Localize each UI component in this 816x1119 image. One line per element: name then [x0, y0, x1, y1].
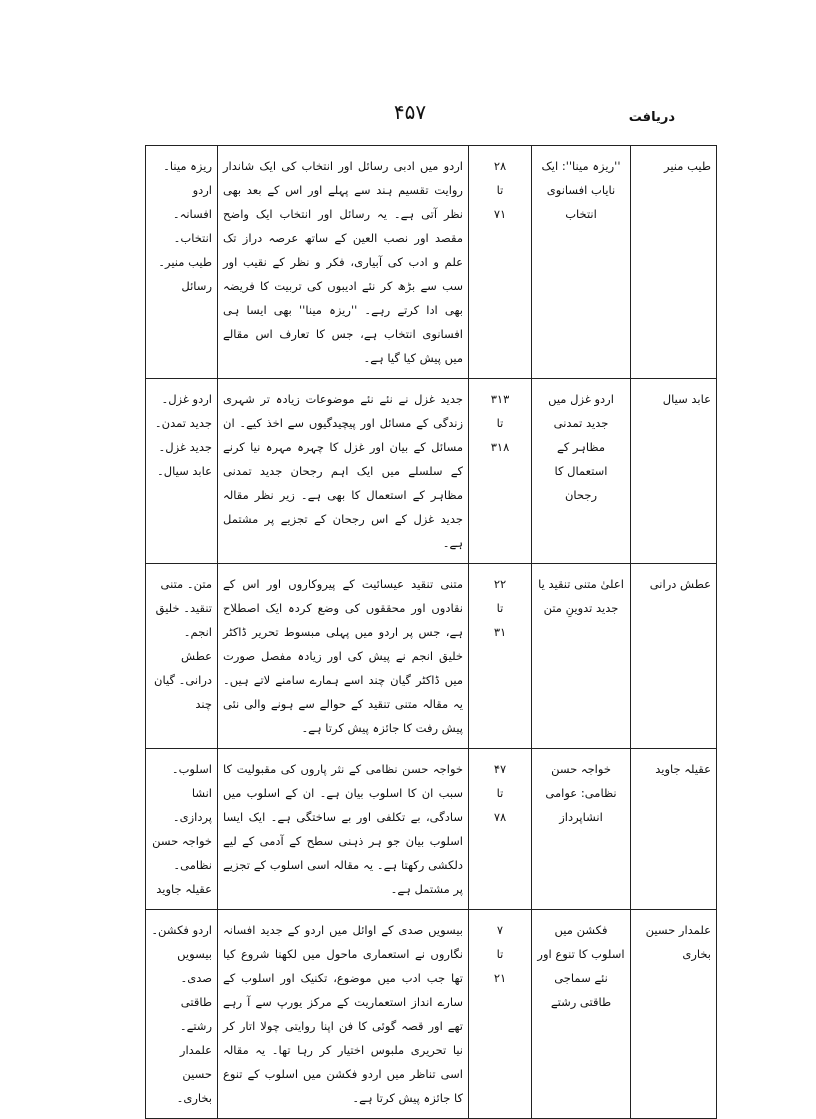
keywords-cell: اردو فکشن۔ بیسویں صدی۔ طاقتی رشتے۔ علمدار حسین بخاری۔ [146, 910, 218, 1119]
author-cell: علمدار حسین بخاری [631, 910, 717, 1119]
journal-name: دریافت [628, 110, 675, 125]
title-cell: فکشن میں اسلوب کا تنوع اور نئے سماجی طاقتی رشتے [532, 910, 631, 1119]
page-separator: تا [496, 786, 504, 800]
page-start: ۲۸ [493, 159, 507, 173]
page-end: ۲۱ [493, 971, 507, 985]
keywords-cell: ریزہ مینا۔ اردو افسانہ۔ انتخاب۔ طیب منیر۔ رسائل [146, 146, 218, 379]
page-separator: تا [496, 416, 504, 430]
summary-cell: بیسویں صدی کے اوائل میں اردو کے جدید افسانہ نگاروں نے استعماری ماحول میں لکھنا شروع کیا تھا جب ادب میں موضوع، تکنیک اور اسلوب کے سارے انداز استعماریت کے مرکز یورپ سے آ رہے تھے اور قصہ گوئی کا فن اپنا روایتی چولا اتار کر نیا تحریری ملبوس اختیار کر رہا تھا۔ یہ مقالہ اسی تناظر میں اردو فکشن میں اسلوب کے تنوع کا جائزہ پیش کرتا ہے۔ [218, 910, 469, 1119]
page-number: ۴۵۷ [393, 100, 427, 124]
table-row [146, 564, 717, 749]
keywords-cell: متن۔ متنی تنقید۔ خلیق انجم۔ عطش درانی۔ گیان چند [146, 564, 218, 749]
table-row [146, 379, 717, 564]
table-row [146, 749, 717, 910]
pages-cell [469, 379, 532, 564]
title-cell: خواجہ حسن نظامی: عوامی انشاپرداز [532, 749, 631, 910]
author-cell: عطش درانی [631, 564, 717, 749]
author-cell: عابد سیال [631, 379, 717, 564]
summary-cell: اردو میں ادبی رسائل اور انتخاب کی ایک شاندار روایت تقسیم ہند سے پہلے اور اس کے بعد بھی نظر آتی ہے۔ یہ رسائل اور انتخاب ایک واضح مقصد اور نصب العین کے ساتھ عرصہ دراز تک علم و ادب کی آبیاری، فکر و نظر کے نقیب اور سب سے بڑھ کر نئے ادیبوں کی تربیت کا فریضہ بھی ادا کرتے رہے۔ ''ریزہ مینا'' بھی ایسا ہی افسانوی انتخاب ہے، جس کا تعارف اس مقالے میں پیش کیا گیا ہے۔ [218, 146, 469, 379]
keywords-cell: اسلوب۔ انشا پردازی۔ خواجہ حسن نظامی۔ عقیلہ جاوید [146, 749, 218, 910]
page-start: ۷ [496, 923, 504, 937]
pages-cell [469, 749, 532, 910]
title-cell: اعلیٰ متنی تنقید یا جدید تدوینِ متن [532, 564, 631, 749]
page-separator: تا [496, 947, 504, 961]
page-header [145, 100, 675, 130]
page-separator: تا [496, 183, 504, 197]
table-row [146, 910, 717, 1119]
pages-cell [469, 146, 532, 379]
page-start: ۳۱۳ [490, 392, 510, 406]
keywords-cell: اردو غزل۔ جدید تمدن۔ جدید غزل۔ عابد سیال۔ [146, 379, 218, 564]
summary-cell: متنی تنقید عیسائیت کے پیروکاروں اور اس کے نقادوں اور محققوں کی وضع کردہ ایک اصطلاح ہے، جس پر اردو میں پہلی مبسوط تحریر ڈاکٹر خلیق انجم نے پیش کی اور زیادہ مفصل صورت میں ڈاکٹر گیان چند اسے ہمارے سامنے لاتے ہیں۔ یہ مقالہ متنی تنقید کے حوالے سے ہونے والی نئی پیش رفت کا جائزہ پیش کرتا ہے۔ [218, 564, 469, 749]
page-end: ۳۱۸ [490, 440, 510, 454]
author-cell: طیب منیر [631, 146, 717, 379]
index-table [145, 145, 717, 1119]
summary-cell: خواجہ حسن نظامی کے نثر پاروں کی مقبولیت کا سبب ان کا اسلوب بیان ہے۔ ان کے اسلوب میں سادگی، بے تکلفی اور بے ساختگی ہے۔ ایک ایسا اسلوب بیان جو ہر ذہنی سطح کے آدمی کے لیے دلکشی رکھتا ہے۔ یہ مقالہ اسی اسلوب کے تجزیے پر مشتمل ہے۔ [218, 749, 469, 910]
page-separator: تا [496, 601, 504, 615]
page-start: ۲۲ [493, 577, 507, 591]
page-end: ۳۱ [493, 625, 507, 639]
author-cell: عقیلہ جاوید [631, 749, 717, 910]
summary-cell: جدید غزل نے نئے نئے موضوعات زیادہ تر شہری زندگی کے مسائل اور پیچیدگیوں سے اخذ کیے۔ ان مسائل کے بیان اور غزل کا چہرہ مہرہ نیا کرنے کے سلسلے میں ایک اہم رجحان جدید تمدنی مظاہر کے استعمال کا بھی ہے۔ زیر نظر مقالہ جدید غزل کے اس رجحان کے تجزیے پر مشتمل ہے۔ [218, 379, 469, 564]
page-end: ۷۸ [493, 810, 507, 824]
page-start: ۴۷ [493, 762, 507, 776]
title-cell: ''ریزہ مینا'': ایک نایاب افسانوی انتخاب [532, 146, 631, 379]
table-row [146, 146, 717, 379]
pages-cell [469, 910, 532, 1119]
page-end: ۷۱ [493, 207, 507, 221]
pages-cell [469, 564, 532, 749]
title-cell: اردو غزل میں جدید تمدنی مظاہر کے استعمال کا رجحان [532, 379, 631, 564]
